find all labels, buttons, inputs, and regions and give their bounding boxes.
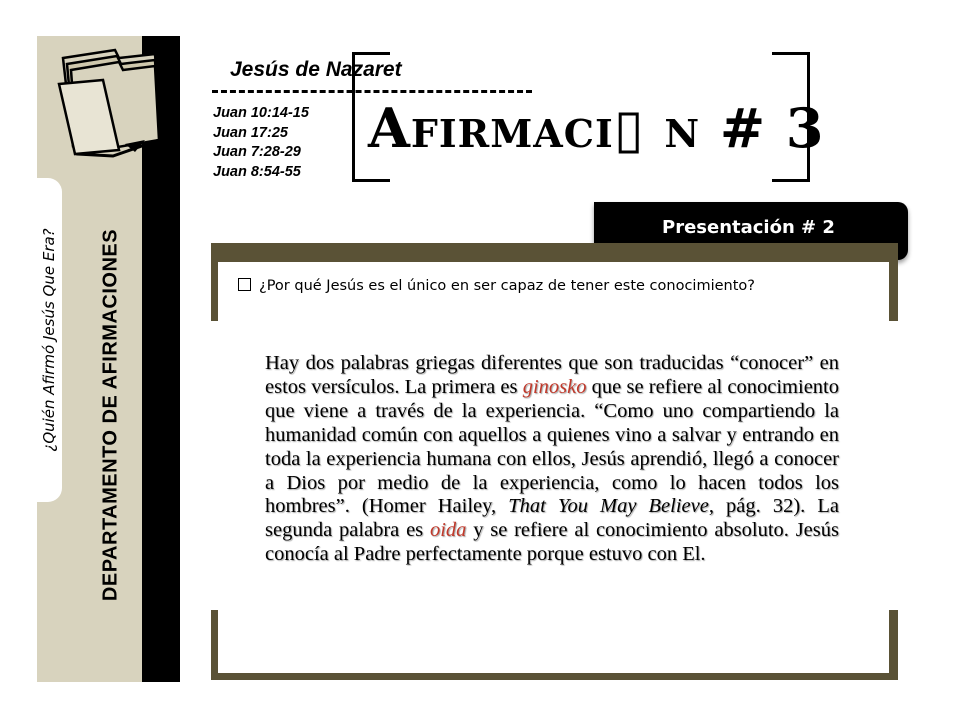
book-title: That You May Believe (508, 495, 709, 518)
reference-item: Juan 17:25 (213, 124, 288, 141)
reference-item: Juan 8:54-55 (213, 163, 301, 180)
question-label: ¿Por qué Jesús es el único en ser capaz de tener este conocimiento? (259, 278, 755, 294)
series-question: ¿Quién Afirmó Jesús Que Era? (40, 228, 58, 452)
text-run: Hay dos palabras griegas diferentes que son traducidas “conocer” en estos versículos. La primera es (265, 352, 839, 398)
reference-item: Juan 10:14-15 (213, 105, 309, 121)
scripture-references (213, 104, 309, 182)
greek-word-oida: oida (429, 519, 467, 542)
content-panel (218, 610, 889, 673)
text-run: , pág. 32). La segunda palabra es (265, 495, 839, 542)
department-label: DEPARTAMENTO DE AFIRMACIONES (99, 228, 122, 602)
reference-item: Juan 7:28-29 (213, 144, 301, 160)
text-run: que se refiere al conocimiento que viene a través de la experiencia. “Como uno compartiendo la humanidad común con aquellos a quienes vino a salvar y entrando en toda la experiencia humana con ellos, Jesús aprendió, llegó a conocer a Dios por medio de la experiencia, como lo hacen todos los hombres”. (Homer Hailey, (265, 375, 839, 518)
question-text (238, 278, 755, 294)
presentation-label: Presentación # 2 (662, 217, 835, 238)
checkbox-bullet-icon (238, 278, 251, 291)
folder-files-icon (55, 44, 165, 159)
greek-word-ginosko: ginosko (522, 375, 587, 398)
affirmation-title: Afirmaci▯ n # 3 (368, 96, 825, 160)
text-run: y se refiere al conocimiento absoluto. Jesús conocía al Padre perfectamente porque estuvo con El. (265, 519, 839, 566)
topic-title: Jesús de Nazaret (230, 58, 402, 81)
content-paragraph (265, 352, 839, 567)
